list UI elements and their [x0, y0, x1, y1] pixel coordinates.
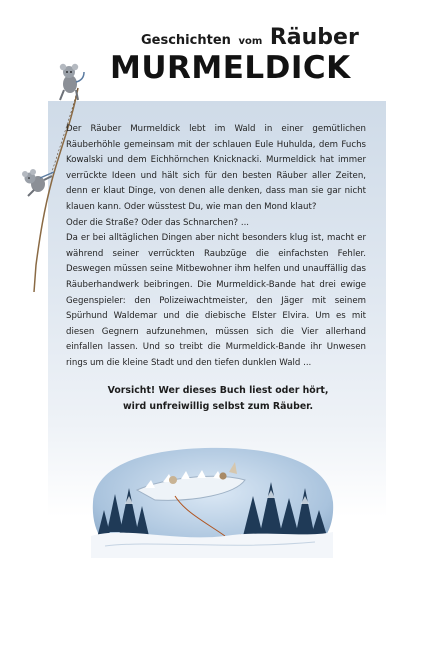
title-main: MURMELDICK [110, 50, 351, 86]
paragraph-1: Der Räuber Murmeldick lebt im Wald in einer gemütlichen Räuberhöhle gemeinsam mit der schlauen Eule Huhulda, dem Fuchs Kowalski und dem Eichhörnchen Knicknacki. Murmeldick hat immer verrückte Ideen und hält sich für den besten Räuber aller Zeiten, denn er klaut Dinge, von denen alle denken, dass man sie gar nicht klauen kann. Oder wüsstest Du, wie man den Mond klaut? [66, 124, 366, 212]
winter-scene-illustration [85, 432, 337, 562]
title-word-geschichten: Geschichten [141, 33, 231, 48]
warning-line-2: wird unfreiwillig selbst zum Räuber. [122, 401, 314, 412]
story-description [66, 122, 366, 372]
warning-note [60, 383, 376, 415]
paragraph-3: Da er bei alltäglichen Dingen aber nicht besonders klug ist, macht er während seiner verrückten Raubzüge die einfachsten Fehler. Deswegen müssen seine Mitbewohner ihm helfen und unauffällig das Räuberhandwerk beibringen. Die Murmeldick-Bande hat drei ewige Gegenspieler: den Polizeiwachtmeister, den Jäger mit seinem Spürhund Waldemar und die diebische Elster Elvira. Um es mit diesen Gegnern aufzunehmen, müssen sich die Vier allerhand einfallen lassen. Und so treibt die Murmeldick-Bande ihr Unwesen rings um die kleine Stadt und den tiefen dunklen Wald ... [66, 233, 366, 368]
title-word-raeuber: Räuber [269, 25, 359, 50]
paragraph-2: Oder die Straße? Oder das Schnarchen? ... [66, 217, 250, 228]
warning-line-1: Vorsicht! Wer dieses Buch liest oder hört, [107, 385, 329, 396]
title-subline [141, 25, 359, 50]
mouse-top-icon [60, 64, 84, 100]
title-word-vom: vom [238, 36, 263, 47]
